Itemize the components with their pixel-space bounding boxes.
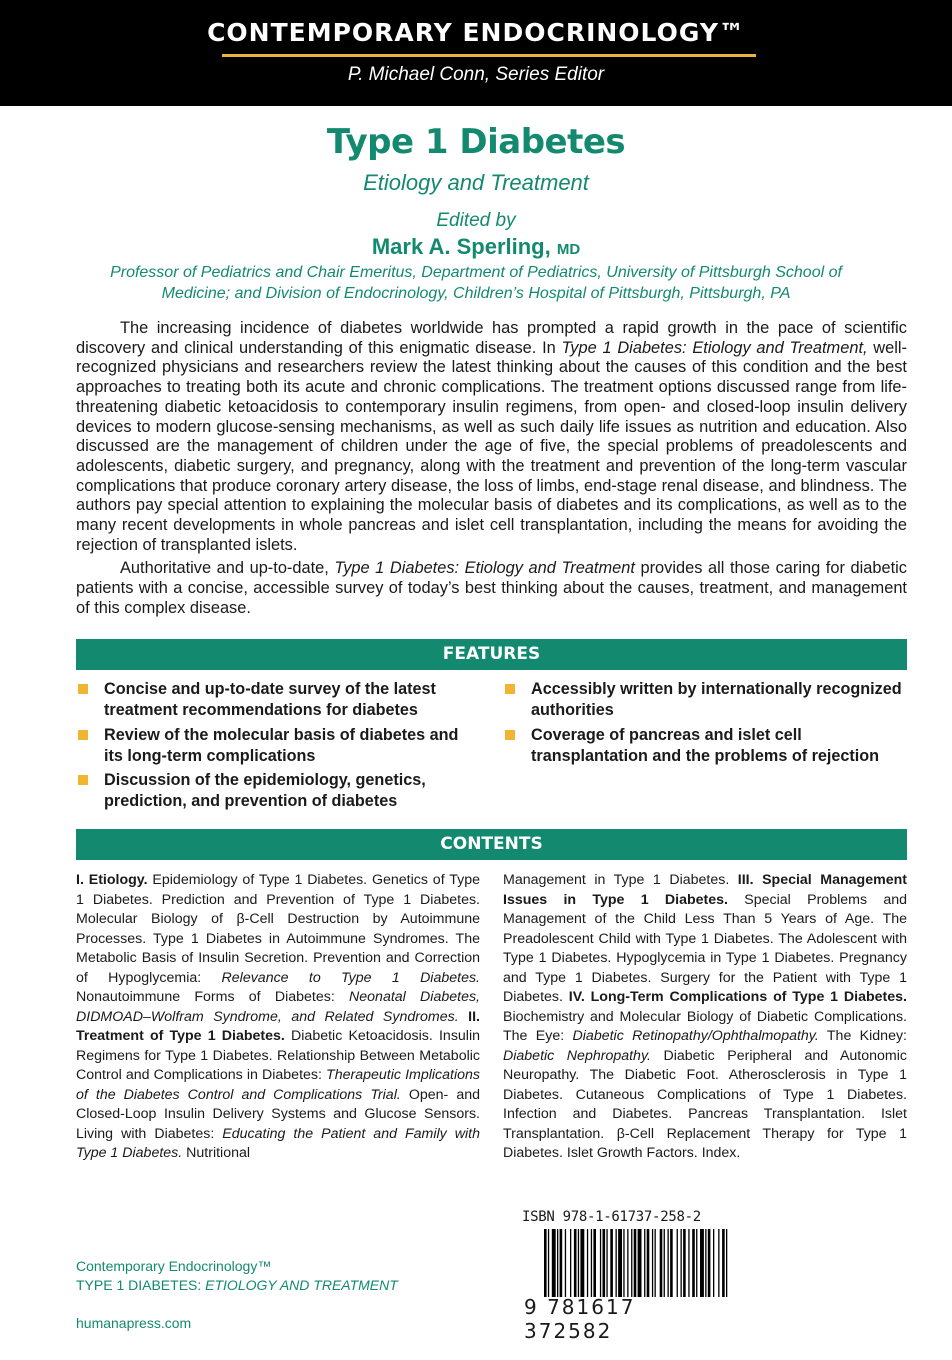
barcode-bar: [718, 1229, 719, 1297]
part-heading: IV. Long-Term Complications of Type 1 Diabetes.: [568, 989, 907, 1005]
barcode-bar: [552, 1229, 556, 1297]
feature-item: [503, 679, 907, 721]
barcode-bar: [570, 1229, 571, 1297]
contents-text: Nonautoimmune Forms of Diabetes:: [76, 989, 350, 1005]
contents-text: Nutritional: [182, 1145, 251, 1161]
feature-item: [503, 725, 907, 767]
author-line: [0, 234, 952, 260]
author-affiliation: Professor of Pediatrics and Chair Emeritus, Department of Pediatrics, University of Pittsburgh School of Medicine; and Division of Endocrinology, Children’s Hospital of Pittsburgh, Pittsburgh, PA: [110, 264, 842, 302]
barcode-bar: [652, 1229, 653, 1297]
bullet-square-icon: [78, 730, 88, 740]
feature-item: [76, 770, 466, 812]
publisher-url: humanapress.com: [76, 1315, 192, 1331]
barcode-bar: [574, 1229, 577, 1297]
barcode-bar: [616, 1229, 617, 1297]
footer-book-title: [76, 1276, 398, 1295]
description-paragraph-2: [76, 559, 907, 618]
description-text: Authoritative and up-to-date,: [120, 559, 335, 578]
description-text: provides all those caring for diabetic patients with a concise, accessible survey of today’s best thinking about the causes, treatment, and management of this complex disease.: [76, 559, 907, 617]
contents-left-column: [76, 871, 480, 1164]
footer-title-sub: ETIOLOGY AND TREATMENT: [205, 1277, 398, 1293]
contents-italic: Educating the Patient and Family with Type 1 Diabetes.: [76, 1125, 481, 1161]
description-book-title: Type 1 Diabetes: Etiology and Treatment: [334, 559, 635, 578]
barcode-bar: [700, 1229, 704, 1297]
bullet-square-icon: [505, 684, 515, 694]
barcode-bar: [705, 1229, 706, 1297]
footer-series-name: Contemporary Endocrinology™: [76, 1258, 272, 1274]
barcode-bar: [692, 1229, 695, 1297]
author-name: Mark A. Sperling,: [371, 234, 551, 259]
description-book-title: Type 1 Diabetes: Etiology and Treatment,: [561, 338, 868, 357]
barcode-bar: [708, 1229, 711, 1297]
contents-text: Biochemistry and Molecular Biology of Diabetic Complications. The Eye:: [503, 1008, 907, 1044]
features-left-column: [76, 679, 466, 816]
part-heading: I. Etiology.: [76, 872, 148, 888]
barcode-bar: [644, 1229, 645, 1297]
author-credential: MD: [556, 241, 581, 258]
barcode-bar: [557, 1229, 558, 1297]
contents-text: Open- and Closed-Loop Insulin Delivery Systems and Glucose Sensors. Living with Diabetes:: [76, 1086, 480, 1142]
description-text: well-recognized physicians and researchers review the latest thinking about the causes of this condition and the best approaches to treating both its acute and chronic complications. The treatment options discussed range from life-threatening diabetic ketoacidosis to contemporary insulin regimens, from open- and closed-loop insulin delivery devices to modern glucose-sensing mechanisms, as well as such daily life issues as nutrition and education. Also discussed are the management of children under the age of five, the special problems of preadolescents and adolescents, diabetic surgery, and pregnancy, along with the treatment and prevention of the long-term vascular complications that produce coronary artery disease, the loss of limbs, end-stage renal disease, and blindness. The authors pay special attention to explaining the molecular basis of diabetes and its complications, as well as to the many recent developments in whole pancreas and islet cell transplantation, including the means for avoiding the rejection of transplanted islets.: [76, 338, 907, 554]
barcode-bar: [681, 1229, 682, 1297]
barcode-bar: [726, 1229, 727, 1297]
contents-italic: Therapeutic Implications of the Diabetes Control and Complications Trial.: [76, 1067, 480, 1103]
book-subtitle: Etiology and Treatment: [363, 170, 589, 195]
feature-item: [76, 725, 466, 767]
barcode-bar: [593, 1229, 596, 1297]
barcode-bar: [688, 1229, 689, 1297]
contents-text: The Kidney:: [818, 1028, 907, 1044]
description: [76, 319, 907, 623]
barcode-bar: [606, 1229, 607, 1297]
barcode-bar: [618, 1229, 622, 1297]
barcode-bar: [587, 1229, 588, 1297]
barcode-bar: [670, 1229, 673, 1297]
feature-text: Review of the molecular basis of diabetes and its long-term complications: [104, 725, 459, 765]
part-heading: III. Special Management Issues in Type 1 Diabetes.: [503, 872, 907, 908]
footer-title-main: TYPE 1 DIABETES:: [76, 1277, 206, 1293]
contents-text: Management in Type 1 Diabetes.: [503, 872, 738, 888]
header-rule: [222, 54, 756, 57]
barcode-bar: [591, 1229, 592, 1297]
feature-text: Concise and up-to-date survey of the latest treatment recommendations for diabetes: [104, 680, 436, 719]
header-band: [0, 0, 952, 106]
barcode-bar: [600, 1229, 601, 1297]
contents-text: Special Problems and Management of the Child Less Than 5 Years of Age. The Preadolescent Child with Type 1 Diabetes. The Adolescent with Type 1 Diabetes. Hypoglycemia in Type 1 Diabetes. Pregnancy and Type 1 Diabetes. Surgery for the Patient with Type 1 Diabetes.: [503, 891, 908, 1005]
barcode-bar: [560, 1229, 563, 1297]
isbn-label: ISBN 978-1-61737-258-2: [522, 1209, 701, 1225]
contents-text: Diabetic Peripheral and Autonomic Neuropathy. The Diabetic Foot. Atherosclerosis in Type 1 Diabetes. Cutaneous Complications of Type 1 Diabetes. Infection and Diabetes. Pancreas Transplantation. Islet Transplantation. β-Cell Replacement Therapy for Type 1 Diabetes. Islet Growth Factors. Index.: [503, 1047, 907, 1161]
barcode-bar: [548, 1229, 549, 1297]
barcode-bar: [683, 1229, 686, 1297]
barcode-number: 9 781617 372582: [524, 1295, 636, 1343]
barcode-bar: [603, 1229, 606, 1297]
series-title: CONTEMPORARY ENDOCRINOLOGY™: [207, 18, 745, 47]
feature-text: Discussion of the epidemiology, genetics, prediction, and prevention of diabetes: [104, 771, 426, 810]
book-title: Type 1 Diabetes: [326, 122, 626, 162]
feature-item: [76, 679, 466, 721]
barcode-bar: [664, 1229, 665, 1297]
series-editor: P. Michael Conn, Series Editor: [347, 64, 605, 85]
barcode-bar: [565, 1229, 566, 1297]
barcode-bars: [544, 1229, 728, 1297]
description-text: The increasing incidence of diabetes worldwide has prompted a rapid growth in the pace of scientific discovery and clinical understanding of this enigmatic disease. In: [76, 319, 907, 357]
contents-text: [459, 1009, 469, 1025]
part-heading: II. Treatment of Type 1 Diabetes.: [76, 1008, 480, 1044]
barcode-bar: [647, 1229, 650, 1297]
barcode-bar: [668, 1229, 669, 1297]
feature-text: Accessibly written by internationally recognized authorities: [531, 680, 902, 719]
barcode-bar: [578, 1229, 579, 1297]
contents-text: Diabetic Ketoacidosis. Insulin Regimens for Type 1 Diabetes. Relationship Between Metabolic Control and Complications in Diabetes:: [76, 1028, 481, 1083]
barcode-bar: [696, 1229, 697, 1297]
barcode: [522, 1209, 732, 1343]
features-heading: FEATURES: [76, 639, 907, 670]
edited-by-label: Edited by: [436, 210, 516, 231]
barcode-bar: [722, 1229, 725, 1297]
contents-italic: Diabetic Retinopathy/Ophthalmopathy.: [572, 1028, 819, 1044]
footer-series: [76, 1257, 398, 1295]
barcode-bar: [631, 1229, 632, 1297]
barcode-bar: [677, 1229, 678, 1297]
feature-text: Coverage of pancreas and islet cell transplantation and the problems of rejection: [531, 725, 880, 765]
contents-italic: Diabetic Nephropathy.: [503, 1047, 651, 1064]
contents-right-column: [503, 871, 907, 1164]
contents-heading: CONTENTS: [76, 829, 907, 860]
bullet-square-icon: [78, 775, 88, 785]
features-right-column: [503, 679, 907, 770]
description-paragraph-1: [76, 319, 907, 555]
contents-italic: Neonatal Diabetes, DIDMOAD–Wolfram Syndrome, and Related Syndromes.: [76, 989, 480, 1025]
barcode-bar: [638, 1229, 642, 1297]
barcode-bar: [627, 1229, 628, 1297]
barcode-bar: [580, 1229, 584, 1297]
barcode-bar: [713, 1229, 714, 1297]
contents-italic: Relevance to Type 1 Diabetes.: [221, 969, 481, 986]
contents-text: Epidemiology of Type 1 Diabetes. Genetics of Type 1 Diabetes. Prediction and Prevention of Type 1 Diabetes. Molecular Biology of β-Cell Destruction by Autoimmune Processes. Type 1 Diabetes in Autoimmune Syndromes. The Metabolic Basis of Insulin Secretion. Prevention and Correction of Hypoglycemia:: [76, 872, 480, 986]
bullet-square-icon: [78, 684, 88, 694]
barcode-bar: [660, 1229, 663, 1297]
bullet-square-icon: [505, 730, 515, 740]
barcode-bar: [655, 1229, 656, 1297]
barcode-bar: [634, 1229, 637, 1297]
barcode-bar: [544, 1229, 547, 1297]
barcode-bar: [623, 1229, 624, 1297]
barcode-bar: [610, 1229, 613, 1297]
